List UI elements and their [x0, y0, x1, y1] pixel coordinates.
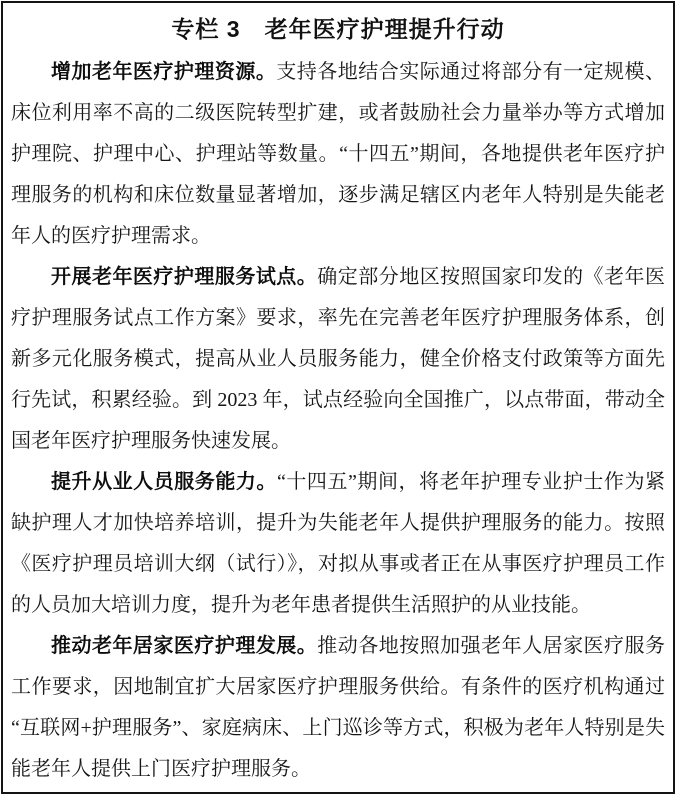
- paragraph-body: 支持各地结合实际通过将部分有一定规模、床位利用率不高的二级医院转型扩建，或者鼓励社会力量举办等方式增加护理院、护理中心、护理站等数量。“十四五”期间，各地提供老年医疗护理服务的机构和床位数量显著增加，逐步满足辖区内老年人特别是失能老年人的医疗护理需求。: [11, 61, 666, 247]
- paragraph-home-care: [11, 626, 665, 790]
- paragraph-increase-resources: [11, 52, 665, 257]
- paragraph-lead: 提升从业人员服务能力。: [51, 471, 277, 493]
- paragraph-lead: 推动老年居家医疗护理发展。: [51, 635, 318, 657]
- paragraph-staff-capability: [11, 462, 665, 626]
- paragraph-lead: 开展老年医疗护理服务试点。: [51, 266, 318, 288]
- panel-title: 专栏 3 老年医疗护理提升行动: [171, 16, 505, 42]
- paragraph-service-pilot: [11, 257, 665, 462]
- paragraph-body: 确定部分地区按照国家印发的《老年医疗护理服务试点工作方案》要求，率先在完善老年医疗护理服务体系，创新多元化服务模式，提高从业人员服务能力，健全价格支付政策等方面先行先试，积累经验。到 2023 年，试点经验向全国推广，以点带面，带动全国老年医疗护理服务快速发展。: [11, 266, 666, 452]
- paragraph-body: “十四五”期间，将老年护理专业护士作为紧缺护理人才加快培养培训，提升为失能老年人提供护理服务的能力。按照《医疗护理员培训大纲（试行）》，对拟从事或者正在从事医疗护理员工作的人员加大培训力度，提升为老年患者提供生活照护的从业技能。: [11, 471, 665, 616]
- paragraph-body: 推动各地按照加强老年人居家医疗服务工作要求，因地制宜扩大居家医疗护理服务供给。有条件的医疗机构通过“互联网+护理服务”、家庭病床、上门巡诊等方式，积极为老年人特别是失能老年人提供上门医疗护理服务。: [11, 635, 666, 780]
- column-box: [1, 1, 675, 794]
- paragraph-lead: 增加老年医疗护理资源。: [51, 61, 277, 83]
